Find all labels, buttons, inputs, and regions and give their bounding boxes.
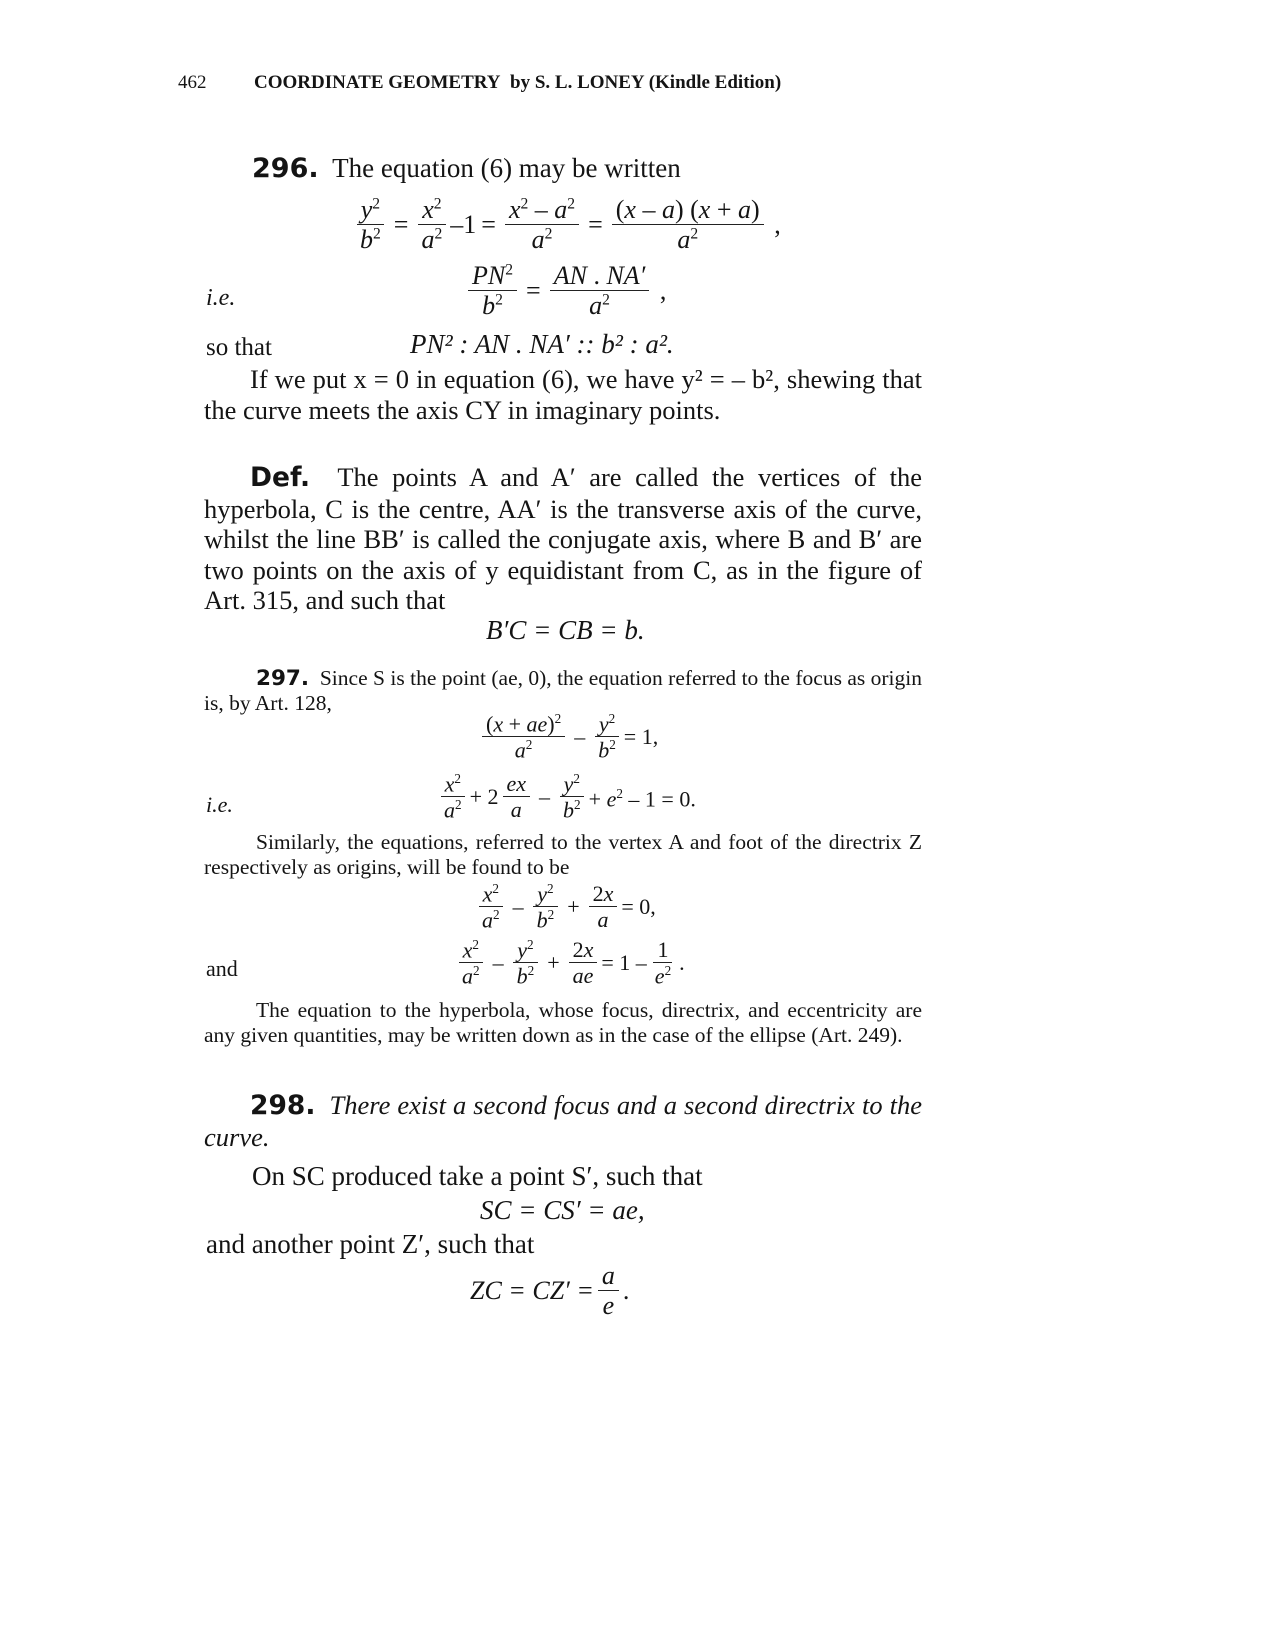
art296-intro: The equation (6) may be written [332,153,681,183]
art297-equation-4: $\frac{x^2}{a^2}$ – $\frac{y^2}{b^2}$ + $\frac{2x}{ae}$ = 1 – $\frac{1}{e^2}$ . [454,938,685,988]
art298-statement [204,1090,922,1152]
art296-equation-1: $\frac{y^2}{b^2}$ = $\frac{x^2}{a^2}$ –1 = $\frac{x^2 - a^2}{a^2}$ = $\frac{(x - a) (x + a)}{a^2}$ , [352,196,781,254]
art296-heading-line [252,152,681,185]
art296-so-that-label: so that [206,334,272,361]
art298-statement-text: There exist a second focus and a second directrix to the curve. [204,1090,922,1152]
art297-equation-3: $\frac{x^2}{a^2}$ – $\frac{y^2}{b^2}$ + $\frac{2x}{a}$ = 0, [474,882,656,932]
book-title [254,72,781,94]
book-title-sub: by S. L. LONEY (Kindle Edition) [510,72,782,93]
art297-closing: The equation to the hyperbola, whose focus, directrix, and eccentricity are any given quantities, may be written down as in the case of the ellipse (Art. 249). [204,998,922,1047]
page-number: 462 [178,72,207,93]
art297-equation-2: $\frac{x^2}{a^2}$ + 2 $\frac{ex}{a}$ – $\frac{y^2}{b^2}$ + $e^2 - 1 = 0$. [436,772,696,822]
definition-label: Def. [250,462,311,493]
art296-ie-label: i.e. [206,285,236,311]
book-title-main: COORDINATE GEOMETRY [254,72,501,93]
art296-equation-2: $\frac{PN^2}{b^2}$ = $\frac{AN . NA'}{a^2}$ , [464,262,666,320]
art298-equation-1: SC = CS′ = ae, [480,1195,645,1225]
page-header [0,72,1275,96]
art297-similarly: Similarly, the equations, referred to the vertex A and foot of the directrix Z respectively as origins, will be found to be [204,830,922,879]
art296-number: 296. [252,153,319,184]
art298-equation-2-left: ZC = CZ′ = [470,1275,594,1305]
art298-line-1: On SC produced take a point S′, such that [252,1161,703,1191]
art296-paragraph-1: If we put x = 0 in equation (6), we have y² = – b², shewing that the curve meets the axis CY in imaginary points. [204,364,922,425]
art296-definition-equation: B′C = CB = b. [486,615,645,645]
art297-number: 297. [256,666,310,691]
art296-definition [204,462,922,616]
definition-text: The points A and A′ are called the vertices of the hyperbola, C is the centre, AA′ is the transverse axis of the curve, whilst the line BB′ is called the conjugate axis, where B and B′ are two points on the axis of y equidistant from C, as in the figure of Art. 315, and such that [204,462,922,615]
art296-proportion: PN² : AN . NA′ :: b² : a². [410,329,674,359]
art298-line-2: and another point Z′, such that [206,1229,535,1259]
art297-ie-label: i.e. [206,792,233,817]
art298-equation-2: ZC = CZ′ = $\frac{a}{e}$ . [470,1261,630,1321]
art297-equation-1: $\frac{(x + ae)^2}{a^2}$ – $\frac{y^2}{b^2}$ = 1, [478,712,658,762]
art297-intro-text: Since S is the point (ae, 0), the equation referred to the focus as origin is, by Art. 128, [204,666,922,715]
art298-number: 298. [250,1090,316,1121]
art297-and-label: and [206,956,238,981]
art297-intro [204,666,922,716]
